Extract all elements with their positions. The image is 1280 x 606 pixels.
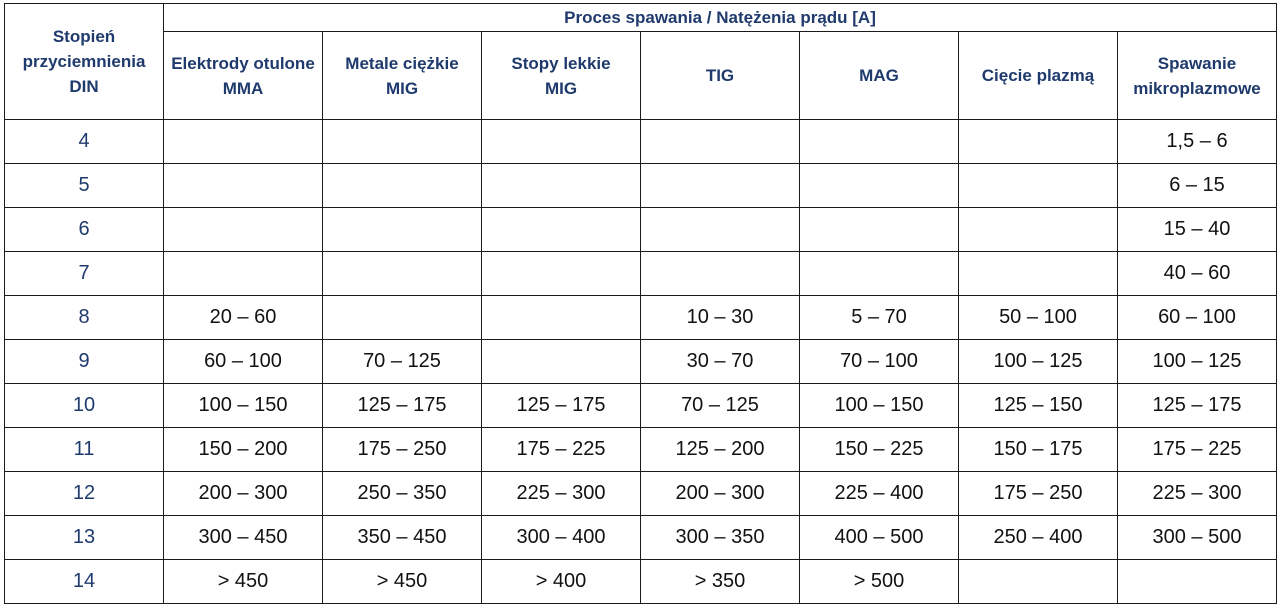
current-range-cell — [641, 252, 800, 296]
current-range-cell: 100 – 150 — [164, 384, 323, 428]
column-header-line: MIG — [385, 78, 419, 98]
current-range-cell: 70 – 125 — [641, 384, 800, 428]
column-header-line: Metale ciężkie — [345, 53, 459, 73]
current-range-cell: > 450 — [323, 560, 482, 604]
current-range-cell — [641, 164, 800, 208]
current-range-cell — [482, 252, 641, 296]
din-header-line: DIN — [69, 77, 99, 96]
current-range-cell: > 500 — [800, 560, 959, 604]
column-header-line: mikroplazmowe — [1133, 78, 1261, 98]
current-range-cell: > 400 — [482, 560, 641, 604]
din-shade-cell: 8 — [5, 296, 164, 340]
current-range-cell: 60 – 100 — [1118, 296, 1277, 340]
current-range-cell: 300 – 500 — [1118, 516, 1277, 560]
current-range-cell: 60 – 100 — [164, 340, 323, 384]
current-range-cell — [800, 208, 959, 252]
current-range-cell — [1118, 560, 1277, 604]
table-row — [5, 208, 1277, 252]
column-header-tig — [641, 32, 800, 120]
current-range-cell — [959, 560, 1118, 604]
current-range-cell: 125 – 175 — [1118, 384, 1277, 428]
din-shade-cell: 10 — [5, 384, 164, 428]
column-header-light-alloys-mig — [482, 32, 641, 120]
current-range-cell: 30 – 70 — [641, 340, 800, 384]
current-range-cell — [482, 208, 641, 252]
current-range-cell: 225 – 300 — [482, 472, 641, 516]
current-range-cell: 150 – 175 — [959, 428, 1118, 472]
current-range-cell: 100 – 150 — [800, 384, 959, 428]
header-row-top — [5, 4, 1277, 32]
current-range-cell: 300 – 350 — [641, 516, 800, 560]
din-shade-cell: 12 — [5, 472, 164, 516]
current-range-cell — [323, 120, 482, 164]
current-range-cell: 10 – 30 — [641, 296, 800, 340]
current-range-cell: 250 – 350 — [323, 472, 482, 516]
current-range-cell: 250 – 400 — [959, 516, 1118, 560]
table-row — [5, 560, 1277, 604]
current-range-cell: 150 – 225 — [800, 428, 959, 472]
column-header-line: MIG — [544, 78, 578, 98]
current-range-cell: 125 – 200 — [641, 428, 800, 472]
column-header-line: Elektrody otulone — [171, 53, 315, 73]
current-range-cell: 100 – 125 — [1118, 340, 1277, 384]
current-range-cell — [800, 120, 959, 164]
current-range-cell — [323, 252, 482, 296]
current-range-cell: 125 – 150 — [959, 384, 1118, 428]
current-range-cell: 1,5 – 6 — [1118, 120, 1277, 164]
current-range-cell: 125 – 175 — [323, 384, 482, 428]
current-range-cell: > 450 — [164, 560, 323, 604]
current-range-cell: 70 – 125 — [323, 340, 482, 384]
din-shade-cell: 6 — [5, 208, 164, 252]
current-range-cell: 175 – 225 — [1118, 428, 1277, 472]
current-range-cell: 175 – 250 — [323, 428, 482, 472]
header-row-columns — [5, 32, 1277, 120]
current-range-cell: 300 – 450 — [164, 516, 323, 560]
current-range-cell: 175 – 250 — [959, 472, 1118, 516]
process-group-header: Proces spawania / Natężenia prądu [A] — [164, 4, 1277, 32]
current-range-cell — [164, 252, 323, 296]
current-range-cell: 200 – 300 — [641, 472, 800, 516]
table-row — [5, 384, 1277, 428]
column-header-line: TIG — [705, 66, 735, 85]
column-header-line: MAG — [859, 66, 899, 85]
current-range-cell — [641, 208, 800, 252]
current-range-cell — [323, 208, 482, 252]
current-range-cell — [164, 120, 323, 164]
current-range-cell: 175 – 225 — [482, 428, 641, 472]
din-shade-cell: 11 — [5, 428, 164, 472]
current-range-cell: 50 – 100 — [959, 296, 1118, 340]
column-header-mag — [800, 32, 959, 120]
table-body — [5, 120, 1277, 604]
column-header-plasma-cutting — [959, 32, 1118, 120]
current-range-cell — [959, 208, 1118, 252]
din-header-line: przyciemnienia — [22, 52, 146, 71]
current-range-cell — [641, 120, 800, 164]
current-range-cell — [800, 252, 959, 296]
column-header-line: Cięcie plazmą — [981, 66, 1095, 85]
current-range-cell: 15 – 40 — [1118, 208, 1277, 252]
din-header-line: Stopień — [52, 27, 116, 46]
table-row — [5, 472, 1277, 516]
column-header-line: Stopy lekkie — [511, 53, 611, 73]
table-container — [4, 3, 1277, 604]
current-range-cell — [482, 164, 641, 208]
din-shade-cell: 7 — [5, 252, 164, 296]
table-row — [5, 428, 1277, 472]
table-row — [5, 164, 1277, 208]
table-row — [5, 340, 1277, 384]
din-shade-cell: 13 — [5, 516, 164, 560]
table-row — [5, 516, 1277, 560]
current-range-cell: 5 – 70 — [800, 296, 959, 340]
current-range-cell: 200 – 300 — [164, 472, 323, 516]
current-range-cell — [482, 296, 641, 340]
current-range-cell: > 350 — [641, 560, 800, 604]
current-range-cell: 125 – 175 — [482, 384, 641, 428]
current-range-cell — [482, 120, 641, 164]
current-range-cell: 225 – 400 — [800, 472, 959, 516]
table-row — [5, 120, 1277, 164]
column-header-line: MMA — [222, 78, 264, 98]
current-range-cell — [323, 296, 482, 340]
column-header-line: Spawanie — [1157, 53, 1237, 73]
current-range-cell: 40 – 60 — [1118, 252, 1277, 296]
current-range-cell: 400 – 500 — [800, 516, 959, 560]
din-column-header — [5, 4, 164, 120]
din-shade-cell: 14 — [5, 560, 164, 604]
table-row — [5, 252, 1277, 296]
current-range-cell — [164, 208, 323, 252]
current-range-cell — [164, 164, 323, 208]
column-header-microplasma — [1118, 32, 1277, 120]
current-range-cell — [482, 340, 641, 384]
column-header-heavy-metals-mig — [323, 32, 482, 120]
current-range-cell: 70 – 100 — [800, 340, 959, 384]
current-range-cell: 6 – 15 — [1118, 164, 1277, 208]
current-range-cell: 20 – 60 — [164, 296, 323, 340]
current-range-cell: 225 – 300 — [1118, 472, 1277, 516]
column-header-mma — [164, 32, 323, 120]
din-shade-cell: 5 — [5, 164, 164, 208]
current-range-cell — [323, 164, 482, 208]
current-range-cell — [959, 252, 1118, 296]
current-range-cell — [959, 120, 1118, 164]
table-row — [5, 296, 1277, 340]
current-range-cell — [959, 164, 1118, 208]
din-shade-cell: 4 — [5, 120, 164, 164]
current-range-cell — [800, 164, 959, 208]
welding-shade-table — [4, 3, 1277, 604]
current-range-cell: 100 – 125 — [959, 340, 1118, 384]
current-range-cell: 300 – 400 — [482, 516, 641, 560]
din-shade-cell: 9 — [5, 340, 164, 384]
current-range-cell: 350 – 450 — [323, 516, 482, 560]
current-range-cell: 150 – 200 — [164, 428, 323, 472]
